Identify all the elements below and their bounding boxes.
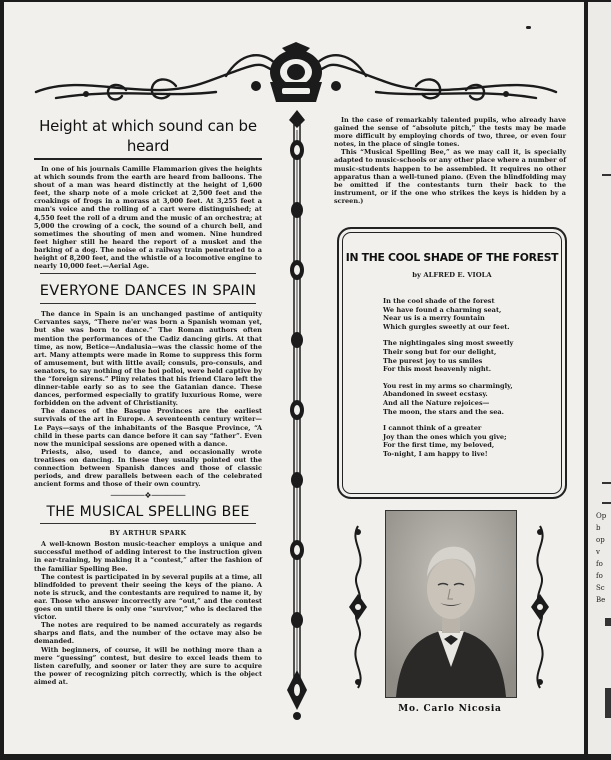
article-paragraph: The notes are required to be named accurately as regards sharps and flats, and the number of the octave may also be demanded. [34,621,262,646]
poem-line: For this most heavenly night. [383,365,492,374]
article-paragraph: A well-known Boston music-teacher employs a unique and successful method of adding interest to the instruction given in ear-training, by making it a “contest,” after the fashion of the familiar Spelling Bee. [34,540,262,573]
poem-line: And all the Nature rejoices— [383,399,490,408]
poem-line: Near us is a merry fountain [383,314,485,323]
poem-line: The moon, the stars and the sea. [383,407,504,416]
edge-text-line: Sc [596,584,605,592]
portrait-illustration [386,511,516,697]
left-column [34,116,262,686]
edge-text-line: fo [596,572,603,580]
ornament-divider: ───────❖─────── [110,491,186,501]
edge-text-line: b [596,524,601,532]
ornamental-header-banner [26,42,566,110]
divider-rule [40,523,256,524]
article-paragraph: In the case of remarkably talented pupils, who already have gained the sense of “absolute pitch,” the tests may be made more difficult by employing chords of two, three, or even four notes, in the place of single tones. [334,116,566,149]
poem-line: You rest in my arms so charmingly, [383,381,513,390]
edge-rule [602,174,611,176]
article-paragraph: With beginners, of course, it will be nothing more than a mere “guessing” contest, but desire to excel leads them to listen carefully, and sooner or later they are sure to acquire the power of recognizing pitch correctly, which is the object aimed at. [34,645,262,686]
poem-line: To-night, I am happy to live! [383,450,488,459]
poem-line: We have found a charming seat, [383,305,502,314]
edge-text-line: v [596,548,600,556]
article-title-bee: THE MUSICAL SPELLING BEE [46,504,250,521]
portrait-caption: Mo. Carlo Nicosia [398,704,502,714]
poem-line: Abandoned in sweet ecstasy. [383,390,488,399]
article-title-sound: Height at which sound can be heard [34,116,262,160]
poem-title: IN THE COOL SHADE OF THE FOREST [345,251,559,264]
edge-text-line: fo [596,560,603,568]
poem-stanza [383,382,553,417]
right-column [334,116,566,205]
article-byline: BY ARTHUR SPARK [109,529,187,538]
ornamental-column-divider [283,110,311,722]
poem-line: For the first time, my beloved, [383,441,495,450]
edge-rule [605,618,611,626]
poem-box [337,227,567,499]
article-paragraph: This “Musical Spelling Bee,” as we may call it, is specially adapted to music-schools or any other place where a number of music-students happen to be assembled. It requires no other apparatus than a well-tuned piano. (Even the blindfolding may be omitted if the contestants turn their back to the instrument, or if the one who strikes the keys is hidden by a screen.) [334,148,566,205]
poem-body [383,297,553,466]
poem-stanza [383,297,553,332]
poem-line: In the cool shade of the forest [383,297,495,305]
divider-rule [40,273,256,274]
adjacent-page-edge [588,2,611,754]
edge-rule [602,482,611,484]
side-ornament-left [347,522,369,692]
divider-rule [40,303,256,304]
article-paragraph: The dance in Spain is an unchanged pastime of antiquity Cervantes says, “There ne'er was born a Spanish woman yet, but she was born to dance.” The Roman authors often mention the performances of the Cadiz dancing girls. At that time, as now, Betice—Andalusia—was the classic home of the art. Many attempts were made in Rome to suppress this form of amusement, but with little avail; consuls, pro-consuls, and senators, to say nothing of the hoi polloi, were held captive by the “foreign sirens.” Pliny relates that his friend Claro left the dinner-table early so as to see the Gatanian dance. These dances, performed especially to gratify luxurious Rome, were forbidden on the advent of Christianity. [34,310,262,408]
edge-text-fragment [596,510,611,606]
portrait-photo [385,510,517,698]
side-ornament-right [529,522,551,692]
article-paragraph: Priests, also, used to dance, and occasionally wrote treatises on dancing. In these they usually pointed out the connection between Spanish dances and those of classic periods, and drew parallels between each of the celebrated ancient forms and those of their own country. [34,447,262,489]
poem-line: Joy than the ones which you give; [383,432,507,441]
edge-text-line: op [596,536,605,544]
edge-text-line: Be [596,596,606,604]
article-paragraph: The dances of the Basque Provinces are the earliest survivals of the art in Europe. A seventeenth century writer—Le Pays—says of the inhabitants of the Basque Province, “A child in these parts can dance before it can say “father”. Even now the municipal sessions are opened with a dance. [34,407,262,448]
edge-text-line: Op [596,512,607,520]
article-title-spain: EVERYONE DANCES IN SPAIN [39,282,257,300]
poem-stanza [383,424,553,459]
article-paragraph: The contest is participated in by several pupils at a time, all blindfolded to prevent their seeing the keys of the piano. A note is struck, and the contestants are required to name it, by ear. Those who answer incorrectly are “out,” and the contest goes on until there is only one “survivor,” who is declared the victor. [34,572,262,622]
poem-line: The nightingales sing most sweetly [383,339,514,348]
edge-rule [602,502,611,504]
poem-line: I cannot think of a greater [383,423,482,432]
edge-rule [605,688,611,718]
poem-stanza [383,339,553,374]
poem-line: The purest joy to us smiles [383,356,483,365]
magazine-page [4,2,584,754]
poem-author: by ALFRED E. VIOLA [412,271,492,279]
poem-line: Which gurgles sweetly at our feet. [383,323,510,332]
poem-line: Their song but for our delight, [383,348,497,357]
page-dot [526,26,531,29]
article-body-sound: In one of his journals Camille Flammarion gives the heights at which sounds from the earth are heard from balloons. The shout of a man was heard distinctly at the height of 1,600 feet, the sharp note of a mole cricket at 2,500 feet and the croakings of frogs in a morass at 3,000 feet. At 3,255 feet a man's voice and the rolling of a cart were distinguished; at 4,550 feet the roll of a drum and the music of an orchestra; at 5,000 the crowing of a cock, the sound of a church bell, and sometimes the shouting of men and women. Nine hundred feet higher still he heard the report of a musket and the barking of a dog. The noise of a railway train penetrated to a height of 8,200 feet, and the whistle of a locomotive engine to nearly 10,000 feet.—Aerial Age. [34,165,262,271]
